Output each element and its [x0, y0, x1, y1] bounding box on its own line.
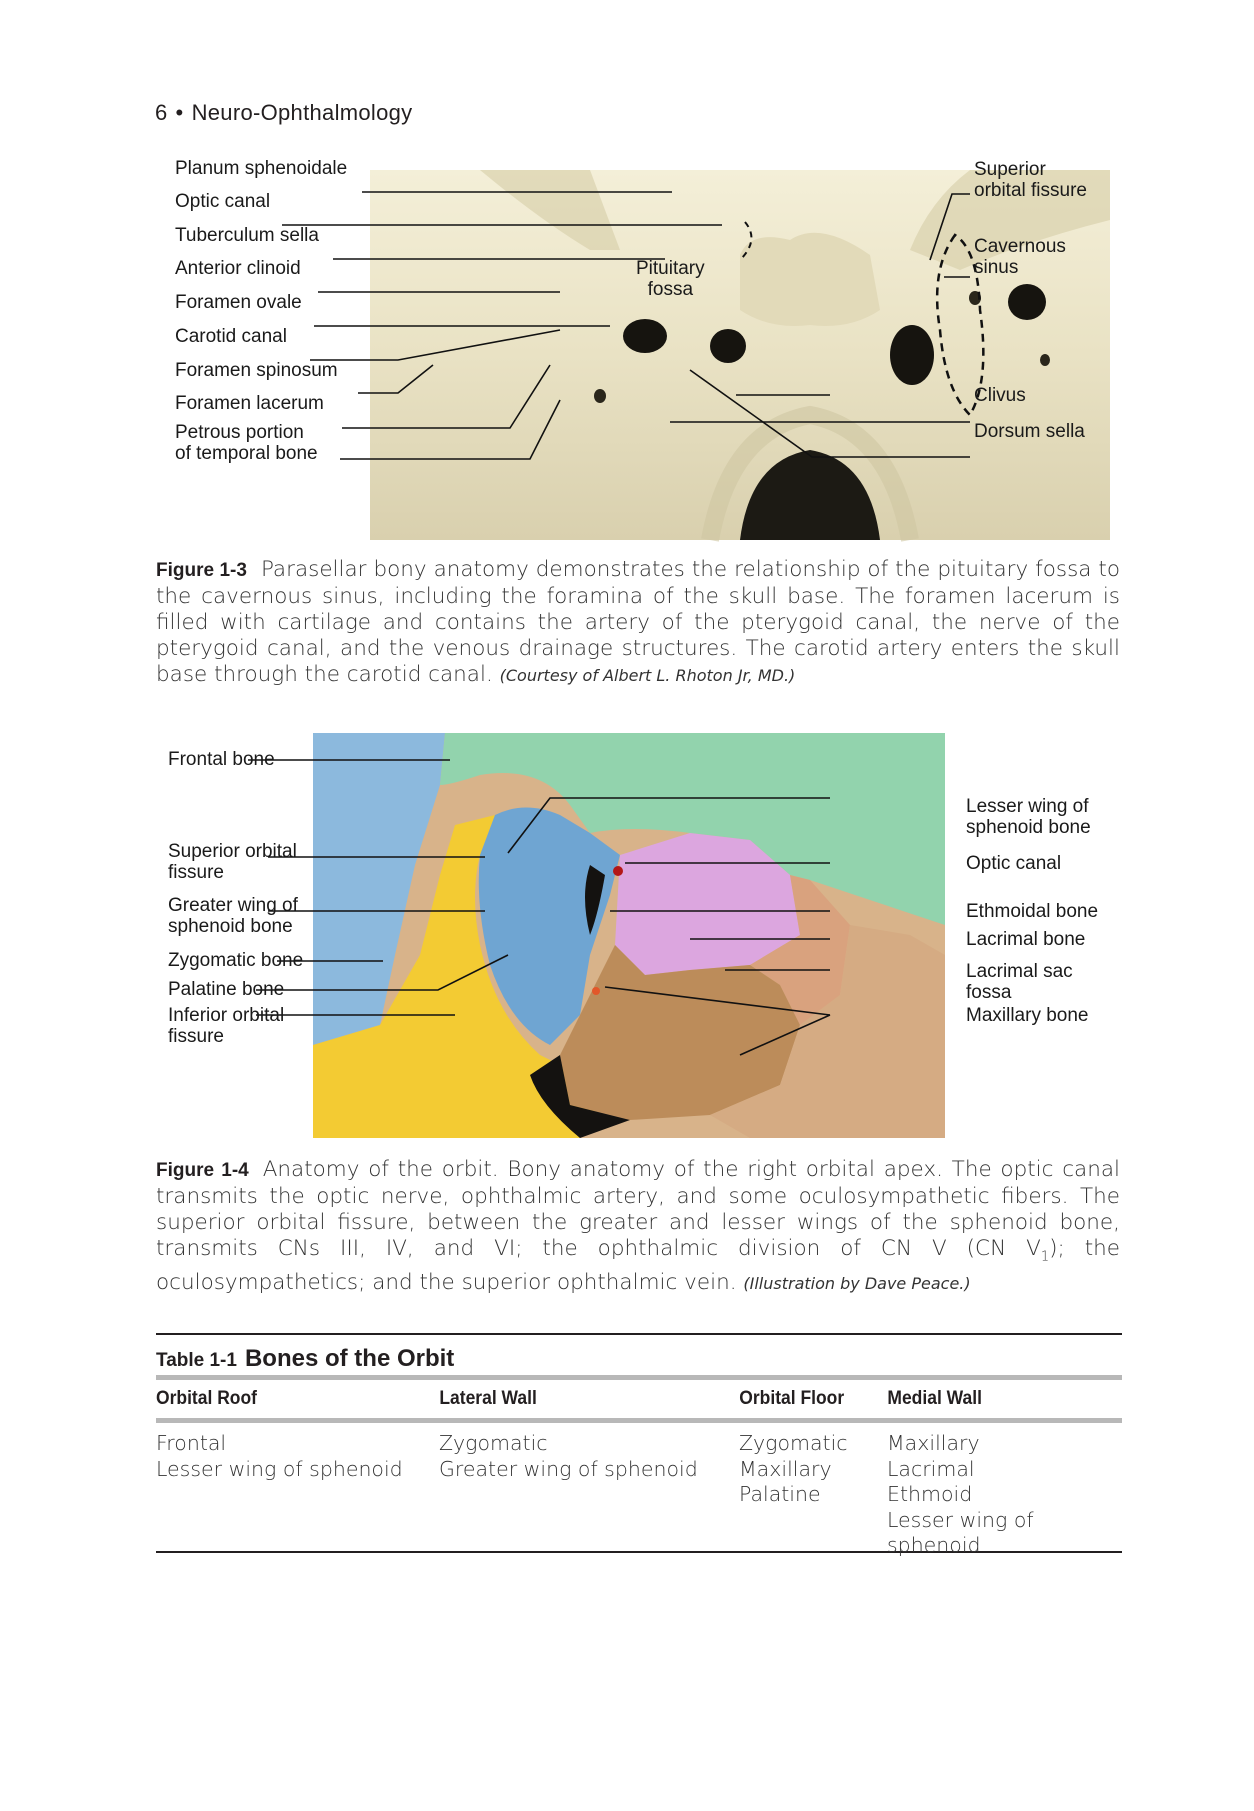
table-cell: Greater wing of sphenoid	[439, 1456, 698, 1481]
header-medial-wall: Medial Wall	[887, 1388, 982, 1409]
label-tuberculum-sella: Tuberculum sella	[175, 225, 319, 246]
column-orbital-roof	[156, 1431, 439, 1551]
parasellar-bone-photo	[150, 160, 1110, 550]
table-cell: Zygomatic	[439, 1431, 548, 1455]
label-carotid-canal: Carotid canal	[175, 326, 287, 347]
figure-1-4	[150, 725, 1110, 1145]
label-petrous-portion: Petrous portion of temporal bone	[175, 422, 318, 464]
label-palatine-bone: Palatine bone	[168, 979, 285, 1000]
label-inferior-orbital-fissure: Inferior orbital fissure	[168, 1005, 285, 1047]
table-cell: Lesser wing of sphenoid	[887, 1507, 1034, 1557]
label-superior-orbital-fissure: Superior orbital fissure	[974, 159, 1087, 201]
label-dorsum-sella: Dorsum sella	[974, 421, 1085, 442]
figure-1-4-caption-text-b: ); the oculosympathetics; and the superior ophthalmic vein.	[156, 1236, 1121, 1296]
figure-1-4-caption-text-a: Anatomy of the orbit. Bony anatomy of the right orbital apex. The optic canal transmits the optic nerve, ophthalmic artery, and some oculosympathetic fibers. The superior orbital fissure, between the greater and lesser wings of the sphenoid bone, transmits CNs III, IV, and VI; the ophthalmic division of CN V (CN V	[156, 1157, 1120, 1261]
table-cell: Lacrimal	[887, 1456, 975, 1481]
table-cell: Maxillary	[887, 1431, 980, 1455]
label-greater-wing-sphenoid: Greater wing of sphenoid bone	[168, 895, 298, 937]
header-orbital-roof: Orbital Roof	[156, 1388, 257, 1409]
header-lateral-wall: Lateral Wall	[439, 1388, 537, 1409]
figure-1-4-caption	[156, 1157, 1120, 1297]
label-foramen-ovale: Foramen ovale	[175, 292, 302, 313]
label-anterior-clinoid: Anterior clinoid	[175, 258, 301, 279]
figure-1-4-caption-subscript: 1	[1040, 1249, 1050, 1265]
column-lateral-wall	[439, 1431, 739, 1551]
label-foramen-spinosum: Foramen spinosum	[175, 360, 338, 381]
label-cavernous-sinus: Cavernous sinus	[974, 236, 1066, 278]
bullet-separator: •	[175, 100, 184, 125]
table-number: Table 1-1	[156, 1350, 237, 1371]
figure-1-4-credit: (Illustration by Dave Peace.)	[743, 1274, 971, 1294]
label-pituitary-fossa: Pituitary fossa	[636, 258, 705, 300]
table-cell: Ethmoid	[887, 1482, 973, 1506]
label-ethmoidal-bone: Ethmoidal bone	[966, 901, 1099, 922]
label-zygomatic-bone: Zygomatic bone	[168, 950, 304, 971]
table-top-rule	[156, 1333, 1122, 1335]
label-superior-orbital-fissure: Superior orbital fissure	[168, 841, 297, 883]
figure-1-3-number: Figure 1-3	[156, 560, 247, 581]
table-name: Bones of the Orbit	[244, 1345, 455, 1372]
table-1-1	[156, 1333, 1122, 1557]
label-planum-sphenoidale: Planum sphenoidale	[175, 158, 348, 179]
table-cell: Frontal	[156, 1431, 227, 1455]
table-cell: Zygomatic	[739, 1431, 848, 1455]
column-orbital-floor	[739, 1431, 887, 1551]
table-cell: Palatine	[739, 1482, 821, 1506]
book-title: Neuro-Ophthalmology	[191, 100, 413, 125]
table-cell: Maxillary	[739, 1456, 832, 1481]
label-lacrimal-sac-fossa: Lacrimal sac fossa	[966, 961, 1073, 1003]
figure-1-4-number: Figure 1-4	[156, 1160, 249, 1181]
column-medial-wall	[887, 1431, 1122, 1557]
figure-1-3-credit: (Courtesy of Albert L. Rhoton Jr, MD.)	[499, 666, 796, 685]
label-optic-canal: Optic canal	[175, 191, 271, 212]
label-maxillary-bone: Maxillary bone	[966, 1005, 1089, 1026]
label-lesser-wing-sphenoid: Lesser wing of sphenoid bone	[966, 796, 1091, 838]
figure-1-3	[150, 160, 1110, 550]
header-orbital-floor: Orbital Floor	[739, 1388, 845, 1409]
label-clivus: Clivus	[974, 385, 1026, 406]
figure-1-3-caption	[156, 557, 1120, 689]
label-frontal-bone: Frontal bone	[168, 749, 275, 770]
table-cell: Lesser wing of sphenoid	[156, 1456, 403, 1481]
running-head	[155, 100, 412, 126]
label-foramen-lacerum: Foramen lacerum	[175, 393, 324, 414]
table-title	[156, 1345, 1122, 1375]
page-number: 6	[155, 100, 168, 125]
label-lacrimal-bone: Lacrimal bone	[966, 929, 1086, 950]
label-optic-canal: Optic canal	[966, 853, 1062, 874]
table-body	[156, 1423, 1122, 1557]
figure-1-3-caption-text: Parasellar bony anatomy demonstrates the relationship of the pituitary fossa to the cavernous sinus, including the foramina of the skull base. The foramen lacerum is filled with cartilage and contains the artery of the pterygoid canal, the nerve of the pterygoid canal, and the venous drainage structures. The carotid artery enters the skull base through the carotid canal.	[156, 557, 1120, 687]
table-header-row	[156, 1380, 1122, 1418]
